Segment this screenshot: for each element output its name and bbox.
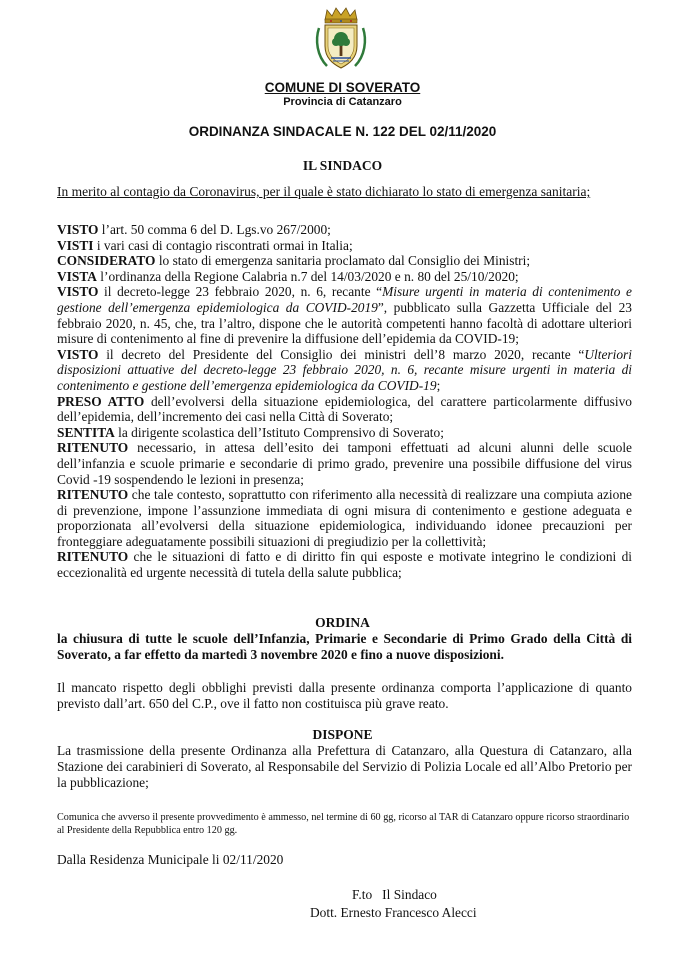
consideration-item — [57, 394, 632, 425]
consideration-text: lo stato di emergenza sanitaria proclamato dal Consiglio dei Ministri; — [155, 253, 531, 269]
issue-place-date: Dalla Residenza Municipale li 02/11/2020 — [57, 852, 284, 867]
consideration-item — [57, 549, 632, 580]
consideration-item — [57, 222, 632, 238]
dispone-heading: DISPONE — [312, 727, 373, 742]
consideration-italic-title: Misure urgenti in materia di contenimento e gestione dell’emergenza epidemiologica da COVID-2019 — [57, 284, 632, 315]
provincia-subtitle: Provincia di Catanzaro — [283, 96, 402, 108]
consideration-text: dell’evolversi della situazione epidemiologica, del carattere particolarmente diffusivo dell’epidemia, dell’incremento dei casi nella Città di Soverato; — [57, 393, 632, 425]
intro-text: In merito al contagio da Coronavirus, per il quale è stato dichiarato lo stato di emergenza sanitaria; — [57, 184, 591, 199]
ordinance-title: ORDINANZA SINDACALE N. 122 DEL 02/11/2020 — [188, 124, 497, 139]
consideration-keyword: RITENUTO — [57, 487, 129, 503]
dispone-text: La trasmissione della presente Ordinanza alla Prefettura di Catanzaro, alla Questura di Catanzaro, alla Stazione dei carabinieri di Soverato, al Responsabile del Servizio di Polizia Locale ed all’Albo Pretorio per la pubblicazione; — [57, 743, 632, 790]
consideration-keyword: VISTO — [57, 284, 99, 300]
consideration-text: il decreto del Presidente del Consiglio dei ministri dell’8 marzo 2020, recante “ — [98, 346, 585, 362]
signature-label: F.to Il Sindaco — [352, 887, 437, 902]
coat-of-arms-icon — [313, 6, 369, 72]
consideration-text: i vari casi di contagio riscontrati ormai in Italia; — [93, 237, 353, 253]
consideration-keyword: SENTITA — [57, 424, 115, 440]
consideration-text: l’ordinanza della Regione Calabria n.7 del 14/03/2020 e n. 80 del 25/10/2020; — [96, 268, 519, 284]
consideration-keyword: PRESO ATTO — [57, 393, 145, 409]
consideration-keyword: VISTO — [57, 222, 99, 237]
consideration-text: il decreto-legge 23 febbraio 2020, n. 6, recante “ — [98, 284, 383, 300]
consideration-keyword: RITENUTO — [57, 549, 129, 565]
consideration-keyword: VISTO — [57, 346, 99, 362]
sindaco-heading: IL SINDACO — [302, 158, 383, 173]
consideration-text: che tale contesto, soprattutto con riferimento alla necessità di realizzare una compiuta azione di prevenzione, impone l’assunzione immediata di ogni misura di contenimento e gestione adeguata e proporzionata all’evolversi della situazione epidemiologica, individuando idonee precauzioni per fronteggiare adeguatamente possibili situazioni di pregiudizio per la collettività; — [57, 487, 632, 549]
consideration-item — [57, 253, 632, 269]
consideration-item — [57, 347, 632, 394]
consideration-keyword: CONSIDERATO — [57, 253, 156, 269]
consideration-item — [57, 487, 632, 549]
consideration-item — [57, 425, 632, 441]
consideration-italic-title: Ulteriori disposizioni attuative del decreto-legge 23 febbraio 2020, n. 6, recante misure urgenti in materia di contenimento e gestione dell’emergenza epidemiologica da COVID-19 — [57, 346, 632, 393]
consideration-keyword: VISTI — [57, 237, 94, 253]
consideration-item — [57, 440, 632, 487]
consideration-keyword: RITENUTO — [57, 440, 129, 456]
consideration-text: ; — [436, 377, 441, 393]
ordina-text: la chiusura di tutte le scuole dell’Infanzia, Primarie e Secondarie di Primo Grado della Città di Soverato, a far effetto da martedì 3 novembre 2020 e fino a nuove disposizioni. — [57, 631, 632, 662]
consideration-item — [57, 269, 632, 285]
consideration-text: necessario, in attesa dell’esito dei tamponi effettuati ad alcuni alunni delle scuole dell’infanzia e scuole primarie e secondarie di primo grado, prevenire una possibile diffusione del virus Covid -19 sospendendo le lezioni in presenza; — [57, 440, 632, 487]
consideration-text: la dirigente scolastica dell’Istituto Comprensivo di Soverato; — [114, 424, 444, 440]
appeal-notice: Comunica che avverso il presente provvedimento è ammesso, nel termine di 60 gg, ricorso al TAR di Catanzaro oppure ricorso straordinario al Presidente della Repubblica entro 120 gg. — [57, 812, 630, 836]
consideration-keyword: VISTA — [57, 268, 97, 284]
signatory-name: Dott. Ernesto Francesco Alecci — [310, 905, 477, 920]
consideration-item — [57, 238, 632, 254]
consideration-text: ”, pubblicato sulla Gazzetta Ufficiale del 23 febbraio 2020, n. 45, che, tra l’altro, dispone che le autorità competenti hanno facoltà di adottare ulteriori misure di contenimento al fine di prevenire la diffusione dell’epidemia da COVID-19; — [57, 299, 632, 347]
consideration-text: che le situazioni di fatto e di diritto fin qui esposte e motivate integrino le condizioni di eccezionalità ed urgente necessità di tutela della salute pubblica; — [57, 549, 632, 581]
considerations-block — [57, 222, 632, 581]
consideration-text: l’art. 50 comma 6 del D. Lgs.vo 267/2000; — [98, 222, 331, 237]
ordina-heading: ORDINA — [315, 615, 370, 630]
comune-title: COMUNE DI SOVERATO — [264, 80, 421, 95]
penalty-text: Il mancato rispetto degli obblighi previsti dalla presente ordinanza comporta l’applicazione di quanto previsto dall’art. 650 del C.P., ove il fatto non costituisca più grave reato. — [57, 680, 632, 711]
consideration-item — [57, 284, 632, 346]
